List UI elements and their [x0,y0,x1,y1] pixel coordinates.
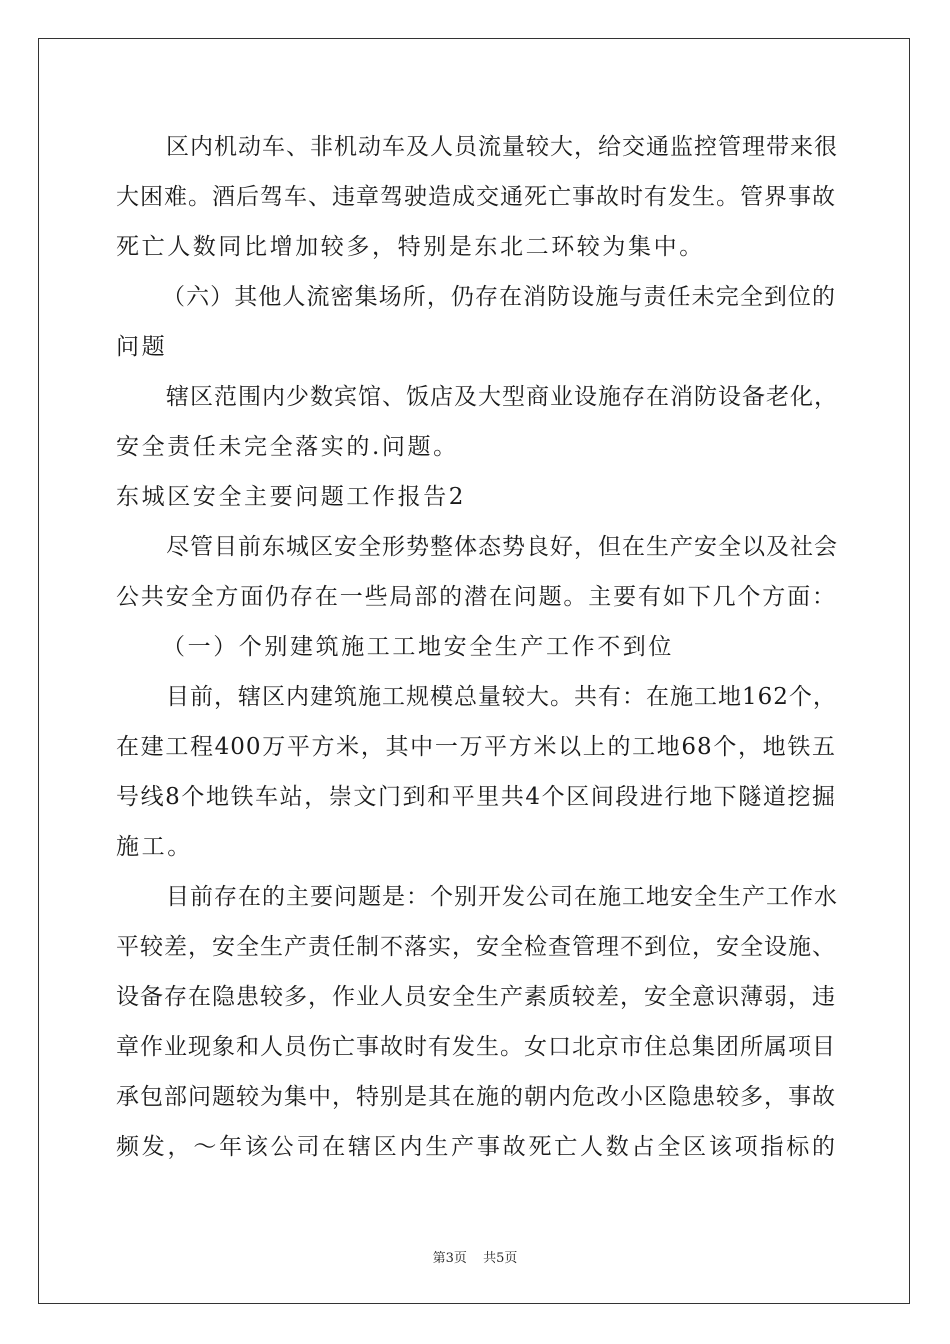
paragraph-line: 死亡人数同比增加较多，特别是东北二环较为集中。 [116,234,705,260]
paragraph-line: 承包部问题较为集中，特别是其在施的朝内危改小区隐患较多，事故 [116,1084,836,1110]
paragraph-line: 频发，～年该公司在辖区内生产事故死亡人数占全区该项指标的 [116,1134,836,1160]
document-body [116,122,836,1172]
page-total: 共5页 [483,1251,518,1266]
paragraph-line: 尽管目前东城区安全形势整体态势良好，但在生产安全以及社会 [166,534,838,560]
paragraph-line: 安全责任未完全落实的.问题。 [116,434,459,460]
paragraph-line: 平较差，安全生产责任制不落实，安全检查管理不到位，安全设施、 [116,934,836,960]
paragraph-line: 施工。 [116,834,193,860]
paragraph-line: 辖区范围内少数宾馆、饭店及大型商业设施存在消防设备老化， [166,384,838,410]
paragraph-line: 在建工程400万平方米，其中一万平方米以上的工地68个，地铁五 [116,734,836,760]
paragraph-line: 设备存在隐患较多，作业人员安全生产素质较差，安全意识薄弱，违 [116,984,836,1010]
paragraph-line: 章作业现象和人员伤亡事故时有发生。女口北京市住总集团所属项目 [116,1034,836,1060]
paragraph-line: 号线8个地铁车站，崇文门到和平里共4个区间段进行地下隧道挖掘 [116,784,836,810]
paragraph-line: 公共安全方面仍存在一些局部的潜在问题。主要有如下几个方面： [116,584,836,610]
paragraph-line: 大困难。酒后驾车、违章驾驶造成交通死亡事故时有发生。管界事故 [116,184,836,210]
section-heading-line: 问题 [116,334,168,360]
page-number: 第3页 [432,1251,467,1266]
paragraph-line: 目前，辖区内建筑施工规模总量较大。共有：在施工地162个， [166,684,837,710]
report-title: 东城区安全主要问题工作报告2 [116,484,467,510]
section-heading-line: （六）其他人流密集场所，仍存在消防设施与责任未完全到位的 [162,284,836,310]
section-heading-line: （一）个别建筑施工工地安全生产工作不到位 [162,634,674,660]
page-footer [0,1247,950,1266]
paragraph-line: 区内机动车、非机动车及人员流量较大，给交通监控管理带来很 [166,134,838,160]
paragraph-line: 目前存在的主要问题是：个别开发公司在施工地安全生产工作水 [166,884,838,910]
